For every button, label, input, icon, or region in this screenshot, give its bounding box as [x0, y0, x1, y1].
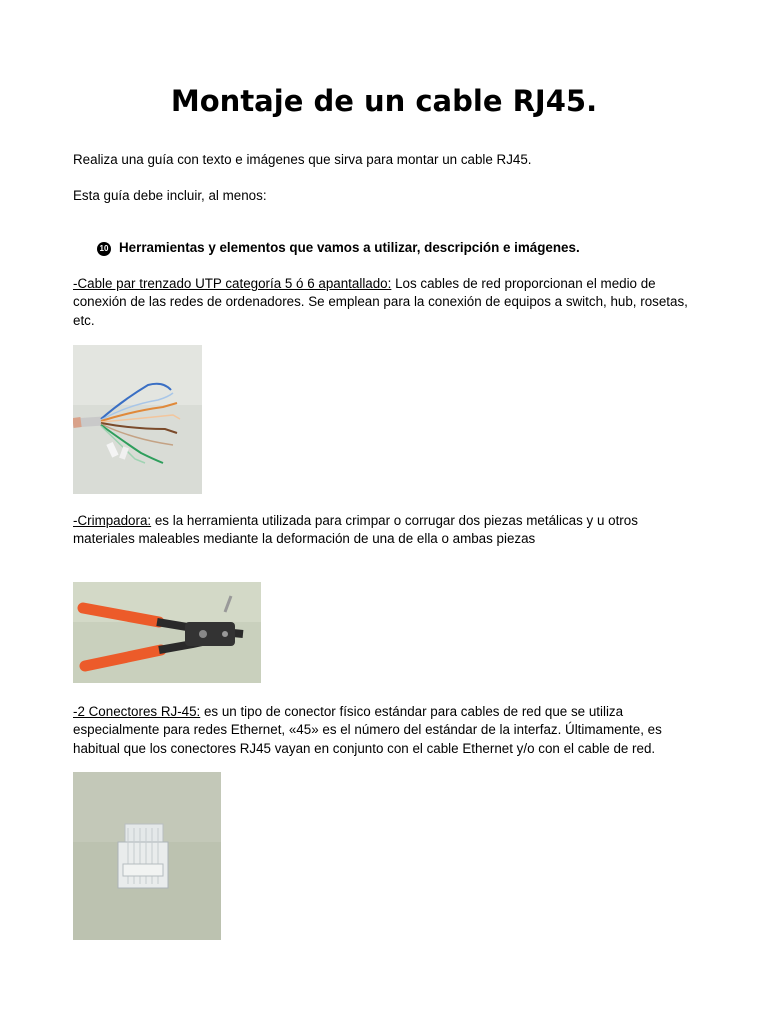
crimper-description — [73, 512, 703, 549]
bullet-item — [97, 240, 580, 256]
cable-text: Los cables de red proporcionan el medio de conexión de las redes de ordenadores. Se emplean para la conexión de equipos a switch, hub, rosetas, etc. — [73, 276, 688, 328]
page-title: Montaje de un cable RJ45. — [170, 84, 598, 118]
guide-intro-paragraph: Esta guía debe incluir, al menos: — [73, 188, 267, 203]
rj45-connector-photo — [73, 772, 221, 940]
numbered-bullet-icon: 10 — [97, 242, 111, 256]
crimper-text: es la herramienta utilizada para crimpar o corrugar dos piezas metálicas y u otros materiales maleables mediante la deformación de una de ella o ambas piezas — [73, 513, 638, 547]
crimper-photo — [73, 582, 261, 683]
crimper-label: -Crimpadora: — [73, 513, 152, 528]
cable-label: -Cable par trenzado UTP categoría 5 ó 6 apantallado: — [73, 276, 392, 291]
rj45-label: -2 Conectores RJ-45: — [73, 704, 201, 719]
utp-cable-photo — [73, 345, 202, 494]
rj45-description — [73, 703, 703, 758]
bullet-text: Herramientas y elementos que vamos a utilizar, descripción e imágenes. — [119, 240, 580, 255]
intro-paragraph: Realiza una guía con texto e imágenes que sirva para montar un cable RJ45. — [73, 152, 532, 167]
cable-description — [73, 275, 703, 330]
rj45-text: es un tipo de conector físico estándar para cables de red que se utiliza especialmente para redes Ethernet, «45» es el número del estándar de la interfaz. Últimamente, es habitual que los conectores RJ45 vayan en conjunto con el cable Ethernet y/o con el cable de red. — [73, 704, 662, 756]
